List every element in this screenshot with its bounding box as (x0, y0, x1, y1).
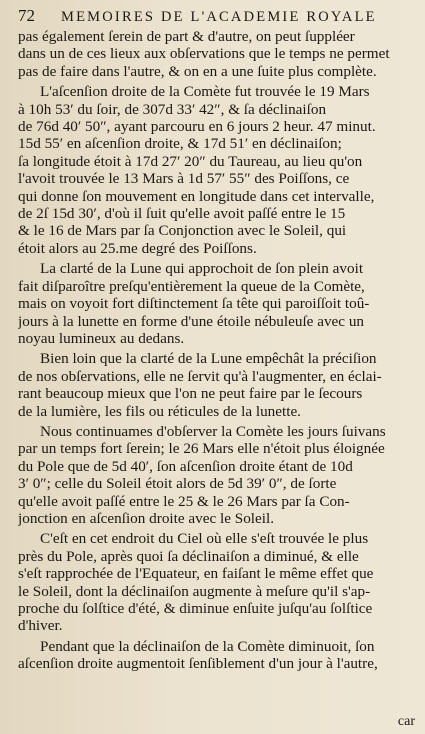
text-line: ſa longitude étoit à 17d 27′ 20″ du Taureau, au lieu qu'on (18, 152, 363, 170)
text-line: par un temps fort ſerein; le 26 Mars elle n'étoit plus éloignée (18, 440, 385, 458)
page-header (18, 6, 417, 28)
text-line: & le 16 de Mars par ſa Conjonction avec le Soleil, qui (18, 222, 347, 240)
text-line: près du Pole, après quoi ſa déclinaiſon a diminué, & elle (18, 547, 359, 565)
catchword: car (397, 714, 415, 729)
paragraph (18, 638, 417, 673)
text-line: Bien loin que la clarté de la Lune empêchât la préciſion (40, 350, 377, 368)
text-line: noyau lumineux au dedans. (18, 329, 185, 347)
text-line: fait diſparoître preſqu'entièrement la queue de la Comète, (18, 277, 365, 295)
paragraph (18, 530, 417, 634)
text-line: de la lumière, les fils ou réticules de la lunette. (18, 402, 301, 420)
text-line: qu'elle avoit paſſé entre le 25 & le 26 Mars par ſa Con- (18, 492, 350, 510)
text-line: de 76d 40′ 50″, ayant parcouru en 6 jours 2 heur. 47 minut. (18, 118, 376, 136)
body-text (18, 28, 417, 673)
paragraph (18, 83, 417, 257)
text-line: pas également ſerein de part & d'autre, on peut ſuppléer (18, 28, 355, 45)
text-line: L'aſcenſion droite de la Comète fut trouvée le 19 Mars (40, 83, 370, 101)
text-line: aſcenſion droite augmentoit ſenſiblement d'un jour à l'autre, (18, 655, 378, 673)
text-line: rant beaucoup mieux que l'on ne peut faire par le ſecours (18, 385, 363, 403)
text-line: proche du ſolſtice d'été, & diminue enſuite juſqu'au ſolſtice (18, 600, 373, 617)
text-line: 15d 55′ en aſcenſion droite, & 17d 51′ en déclinaiſon; (18, 135, 342, 153)
paragraph (18, 260, 417, 347)
text-line: l'avoit trouvée le 13 Mars à 1d 57′ 55″ des Poiſſons, ce (18, 170, 350, 188)
text-line: qui donne ſon mouvement en longitude dans cet intervalle, (18, 187, 375, 205)
text-line: s'eſt rapprochée de l'Equateur, en faiſant le même effet que (18, 565, 374, 583)
text-line: La clarté de la Lune qui approchoit de ſon plein avoit (40, 260, 364, 278)
text-line: Pendant que la déclinaiſon de la Comète diminuoit, ſon (40, 637, 375, 655)
text-line: jonction en aſcenſion droite avec le Soleil. (18, 509, 274, 527)
text-line: à 10h 53′ du ſoir, de 307d 33′ 42″, & ſa déclinaiſon (18, 100, 327, 118)
paragraph (18, 350, 417, 420)
text-line: de 2ſ 15d 30′, d'où il ſuit qu'elle avoit paſſé entre le 15 (18, 205, 346, 223)
text-line: étoit alors au 25.me degré des Poiſſons. (18, 239, 257, 257)
text-line: 3′ 0″; celle du Soleil étoit alors de 5d 39′ 0″, de ſorte (18, 475, 337, 493)
text-line: C'eſt en cet endroit du Ciel où elle s'eſt trouvée le plus (40, 530, 369, 548)
paragraph (18, 423, 417, 527)
text-line: le Soleil, dont la déclinaiſon augmente à meſure qu'il s'ap- (18, 582, 371, 600)
page-number: 72 (18, 6, 35, 25)
text-line: d'hiver. (18, 617, 63, 635)
text-line: pas de faire dans l'autre, & on en a une ſuite plus complète. (18, 62, 377, 80)
text-line: Nous continuames d'obſerver la Comète les jours ſuivans (40, 422, 386, 440)
running-title: MEMOIRES DE L'ACADEMIE ROYALE (61, 9, 377, 25)
text-line: de nos obſervations, elle ne ſervit qu'à l'augmenter, en éclai- (18, 367, 382, 385)
text-line: dans un de ces lieux aux obſervations que le temps ne permet (18, 45, 390, 63)
text-line: jours à la lunette en forme d'une étoile nébuleuſe avec un (18, 312, 365, 330)
paragraph (18, 28, 417, 80)
text-line: mais on voyoit fort diſtinctement ſa tête qui paroiſſoit toû- (18, 295, 370, 313)
text-line: du Pole que de 5d 40′, ſon aſcenſion droite étant de 10d (18, 457, 353, 475)
